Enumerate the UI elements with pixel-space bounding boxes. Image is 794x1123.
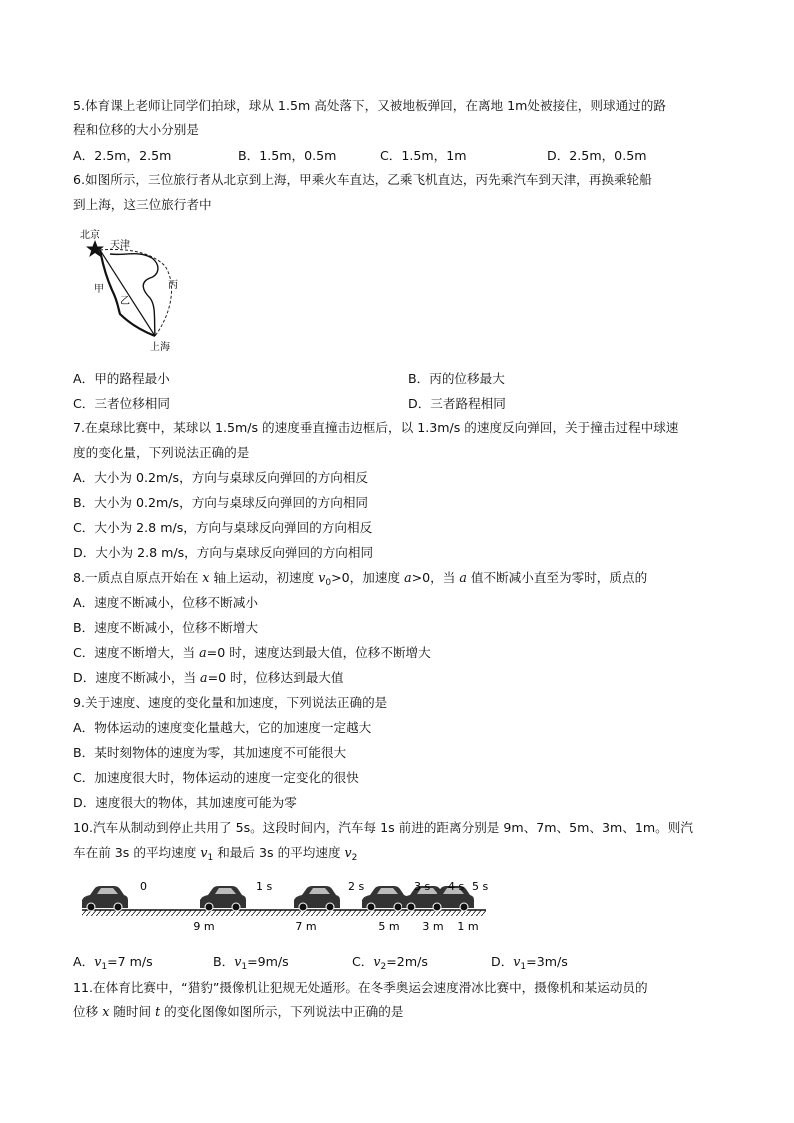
q8-stem — [73, 569, 647, 589]
q10-stem-line2 — [73, 844, 357, 864]
q11-stem-p2: 随时间 — [109, 1004, 156, 1019]
q10-option-d-prefix: D． — [491, 954, 514, 969]
q7-option-c: C．大小为 2.8 m/s，方向与桌球反向弹回的方向相反 — [73, 520, 373, 535]
q7-stem-line1: 7.在桌球比赛中，某球以 1.5m/s 的速度垂直撞击边框后，以 1.3m/s 的速度反向弹回，关于撞击过程中球速 — [73, 420, 679, 435]
q8-option-b: B．速度不断减小，位移不断增大 — [73, 620, 258, 635]
car-icon — [82, 886, 128, 911]
time-label: 4 s — [448, 880, 465, 893]
q10-option-c-prefix: C． — [352, 954, 374, 969]
distance-label: 9 m — [193, 920, 215, 933]
coastline — [110, 254, 158, 336]
q8-option-c — [73, 644, 431, 662]
bing-route — [100, 249, 172, 336]
q10-option-c — [352, 953, 428, 973]
q8-option-d — [73, 669, 343, 687]
q7-stem-line2: 度的变化量，下列说法正确的是 — [73, 445, 250, 460]
q7-option-b: B．大小为 0.2m/s，方向与桌球反向弹回的方向相同 — [73, 495, 369, 510]
q11-stem-t: t — [155, 1004, 161, 1019]
car-braking-figure — [78, 872, 494, 934]
q11-stem-x: x — [102, 1004, 110, 1019]
q6-option-a: A．甲的路程最小 — [73, 371, 170, 386]
q10-stem-v1: v — [200, 845, 208, 860]
distance-label: 1 m — [457, 920, 479, 933]
q10-stem-v2: v — [344, 845, 352, 860]
q10-option-b-value: =9m/s — [247, 954, 289, 969]
yi-label: 乙 — [120, 296, 130, 307]
q10-stem-p1: 车在前 3s 的平均速度 — [73, 845, 201, 860]
q8-option-c-a: a — [199, 645, 207, 660]
q10-option-b-v: v — [234, 954, 242, 969]
q9-stem: 9.关于速度、速度的变化量和加速度，下列说法正确的是 — [73, 695, 388, 710]
q10-stem-p2: 和最后 3s 的平均速度 — [213, 845, 345, 860]
bing-label: 丙 — [168, 280, 178, 291]
tianjin-label: 天津 — [110, 240, 130, 251]
q11-stem-line2 — [73, 1003, 403, 1021]
car-icon — [294, 886, 340, 911]
q6-option-b: B．丙的位移最大 — [408, 371, 505, 386]
q8-stem-a2: a — [459, 570, 467, 585]
time-label: 1 s — [256, 880, 273, 893]
q10-option-b-sub: 1 — [241, 962, 248, 972]
q10-option-d-value: =3m/s — [526, 954, 568, 969]
q11-stem-line1: 11.在体育比赛中，“猎豹”摄像机让犯规无处遁形。在冬季奥运会速度滑冰比赛中，摄像机和某运动员的 — [73, 980, 648, 995]
q10-option-a — [73, 953, 153, 973]
q11-stem-p1: 位移 — [73, 1004, 103, 1019]
q10-option-c-sub: 2 — [380, 962, 387, 972]
route-map-figure — [70, 226, 200, 356]
q5-option-a: A．2.5m，2.5m — [73, 148, 172, 163]
q10-option-b — [213, 953, 289, 973]
time-label: 3 s — [414, 880, 431, 893]
q8-stem-x: x — [202, 570, 210, 585]
q10-option-a-v: v — [94, 954, 102, 969]
q10-option-a-sub: 1 — [101, 962, 108, 972]
q7-option-a: A．大小为 0.2m/s，方向与桌球反向弹回的方向相反 — [73, 470, 368, 485]
beijing-label: 北京 — [80, 230, 100, 241]
q8-stem-sub0: 0 — [325, 578, 332, 588]
q9-option-b: B．某时刻物体的速度为零，其加速度不可能很大 — [73, 745, 347, 760]
q10-option-c-value: =2m/s — [386, 954, 428, 969]
time-label: 0 — [140, 880, 147, 893]
q10-option-c-v: v — [373, 954, 381, 969]
q10-option-d-sub: 1 — [520, 962, 527, 972]
car-icon — [200, 886, 246, 911]
q11-stem-p3: 的变化图像如图所示，下列说法中正确的是 — [160, 1004, 404, 1019]
distance-label: 7 m — [295, 920, 317, 933]
q8-stem-p3: >0，加速度 — [331, 570, 405, 585]
q10-option-d — [491, 953, 568, 973]
q8-option-c-p1: C．速度不断增大，当 — [73, 645, 200, 660]
q6-stem-line2: 到上海，这三位旅行者中 — [73, 197, 212, 212]
q6-option-d: D．三者路程相同 — [408, 396, 506, 411]
ground-hatching — [82, 910, 486, 916]
q5-option-d: D．2.5m，0.5m — [547, 148, 647, 163]
q5-option-b: B．1.5m，0.5m — [238, 148, 337, 163]
q9-option-c: C．加速度很大时，物体运动的速度一定变化的很快 — [73, 770, 359, 785]
q8-stem-p2: 轴上运动，初速度 — [209, 570, 319, 585]
q9-option-d: D．速度很大的物体，其加速度可能为零 — [73, 795, 297, 810]
q10-option-a-value: =7 m/s — [107, 954, 153, 969]
q10-option-d-v: v — [513, 954, 521, 969]
q8-option-c-p2: =0 时，速度达到最大值，位移不断增大 — [206, 645, 431, 660]
q10-stem-line1: 10.汽车从制动到停止共用了 5s。这段时间内，汽车每 1s 前进的距离分别是 9m、7m、5m、3m、1m。则汽 — [73, 820, 693, 835]
time-label: 2 s — [348, 880, 365, 893]
time-label: 5 s — [472, 880, 489, 893]
q7-option-d: D．大小为 2.8 m/s，方向与桌球反向弹回的方向相同 — [73, 545, 374, 560]
q5-stem-line1: 5.体育课上老师让同学们拍球，球从 1.5m 高处落下，又被地板弹回，在离地 1m处被接住，则球通过的路 — [73, 98, 666, 113]
distance-label: 5 m — [378, 920, 400, 933]
q10-stem-v1-sub: 1 — [207, 853, 214, 863]
jia-label: 甲 — [94, 284, 104, 295]
q8-stem-p5: 值不断减小直至为零时，质点的 — [466, 570, 648, 585]
car-icon — [362, 886, 408, 911]
q8-stem-p1: 8.一质点自原点开始在 — [73, 570, 203, 585]
q10-stem-v2-sub: 2 — [351, 853, 358, 863]
q5-stem-line2: 程和位移的大小分别是 — [73, 122, 199, 137]
q8-stem-a: a — [404, 570, 412, 585]
q6-option-c: C．三者位移相同 — [73, 396, 170, 411]
q5-option-c: C．1.5m，1m — [380, 148, 467, 163]
q8-option-d-p1: D．速度不断减小，当 — [73, 670, 201, 685]
q10-option-a-prefix: A． — [73, 954, 95, 969]
q8-stem-v: v — [318, 570, 326, 585]
shanghai-label: 上海 — [150, 342, 170, 353]
distance-label: 3 m — [422, 920, 444, 933]
q6-stem-line1: 6.如图所示，三位旅行者从北京到上海，甲乘火车直达，乙乘飞机直达，丙先乘汽车到天津，再换乘轮船 — [73, 172, 652, 187]
q8-option-d-a: a — [200, 670, 208, 685]
q8-option-a: A．速度不断减小，位移不断减小 — [73, 595, 258, 610]
q9-option-a: A．物体运动的速度变化量越大，它的加速度一定越大 — [73, 720, 372, 735]
yi-route — [100, 250, 155, 336]
q8-stem-p4: >0，当 — [411, 570, 460, 585]
q8-option-d-p2: =0 时，位移达到最大值 — [207, 670, 344, 685]
q10-option-b-prefix: B． — [213, 954, 235, 969]
